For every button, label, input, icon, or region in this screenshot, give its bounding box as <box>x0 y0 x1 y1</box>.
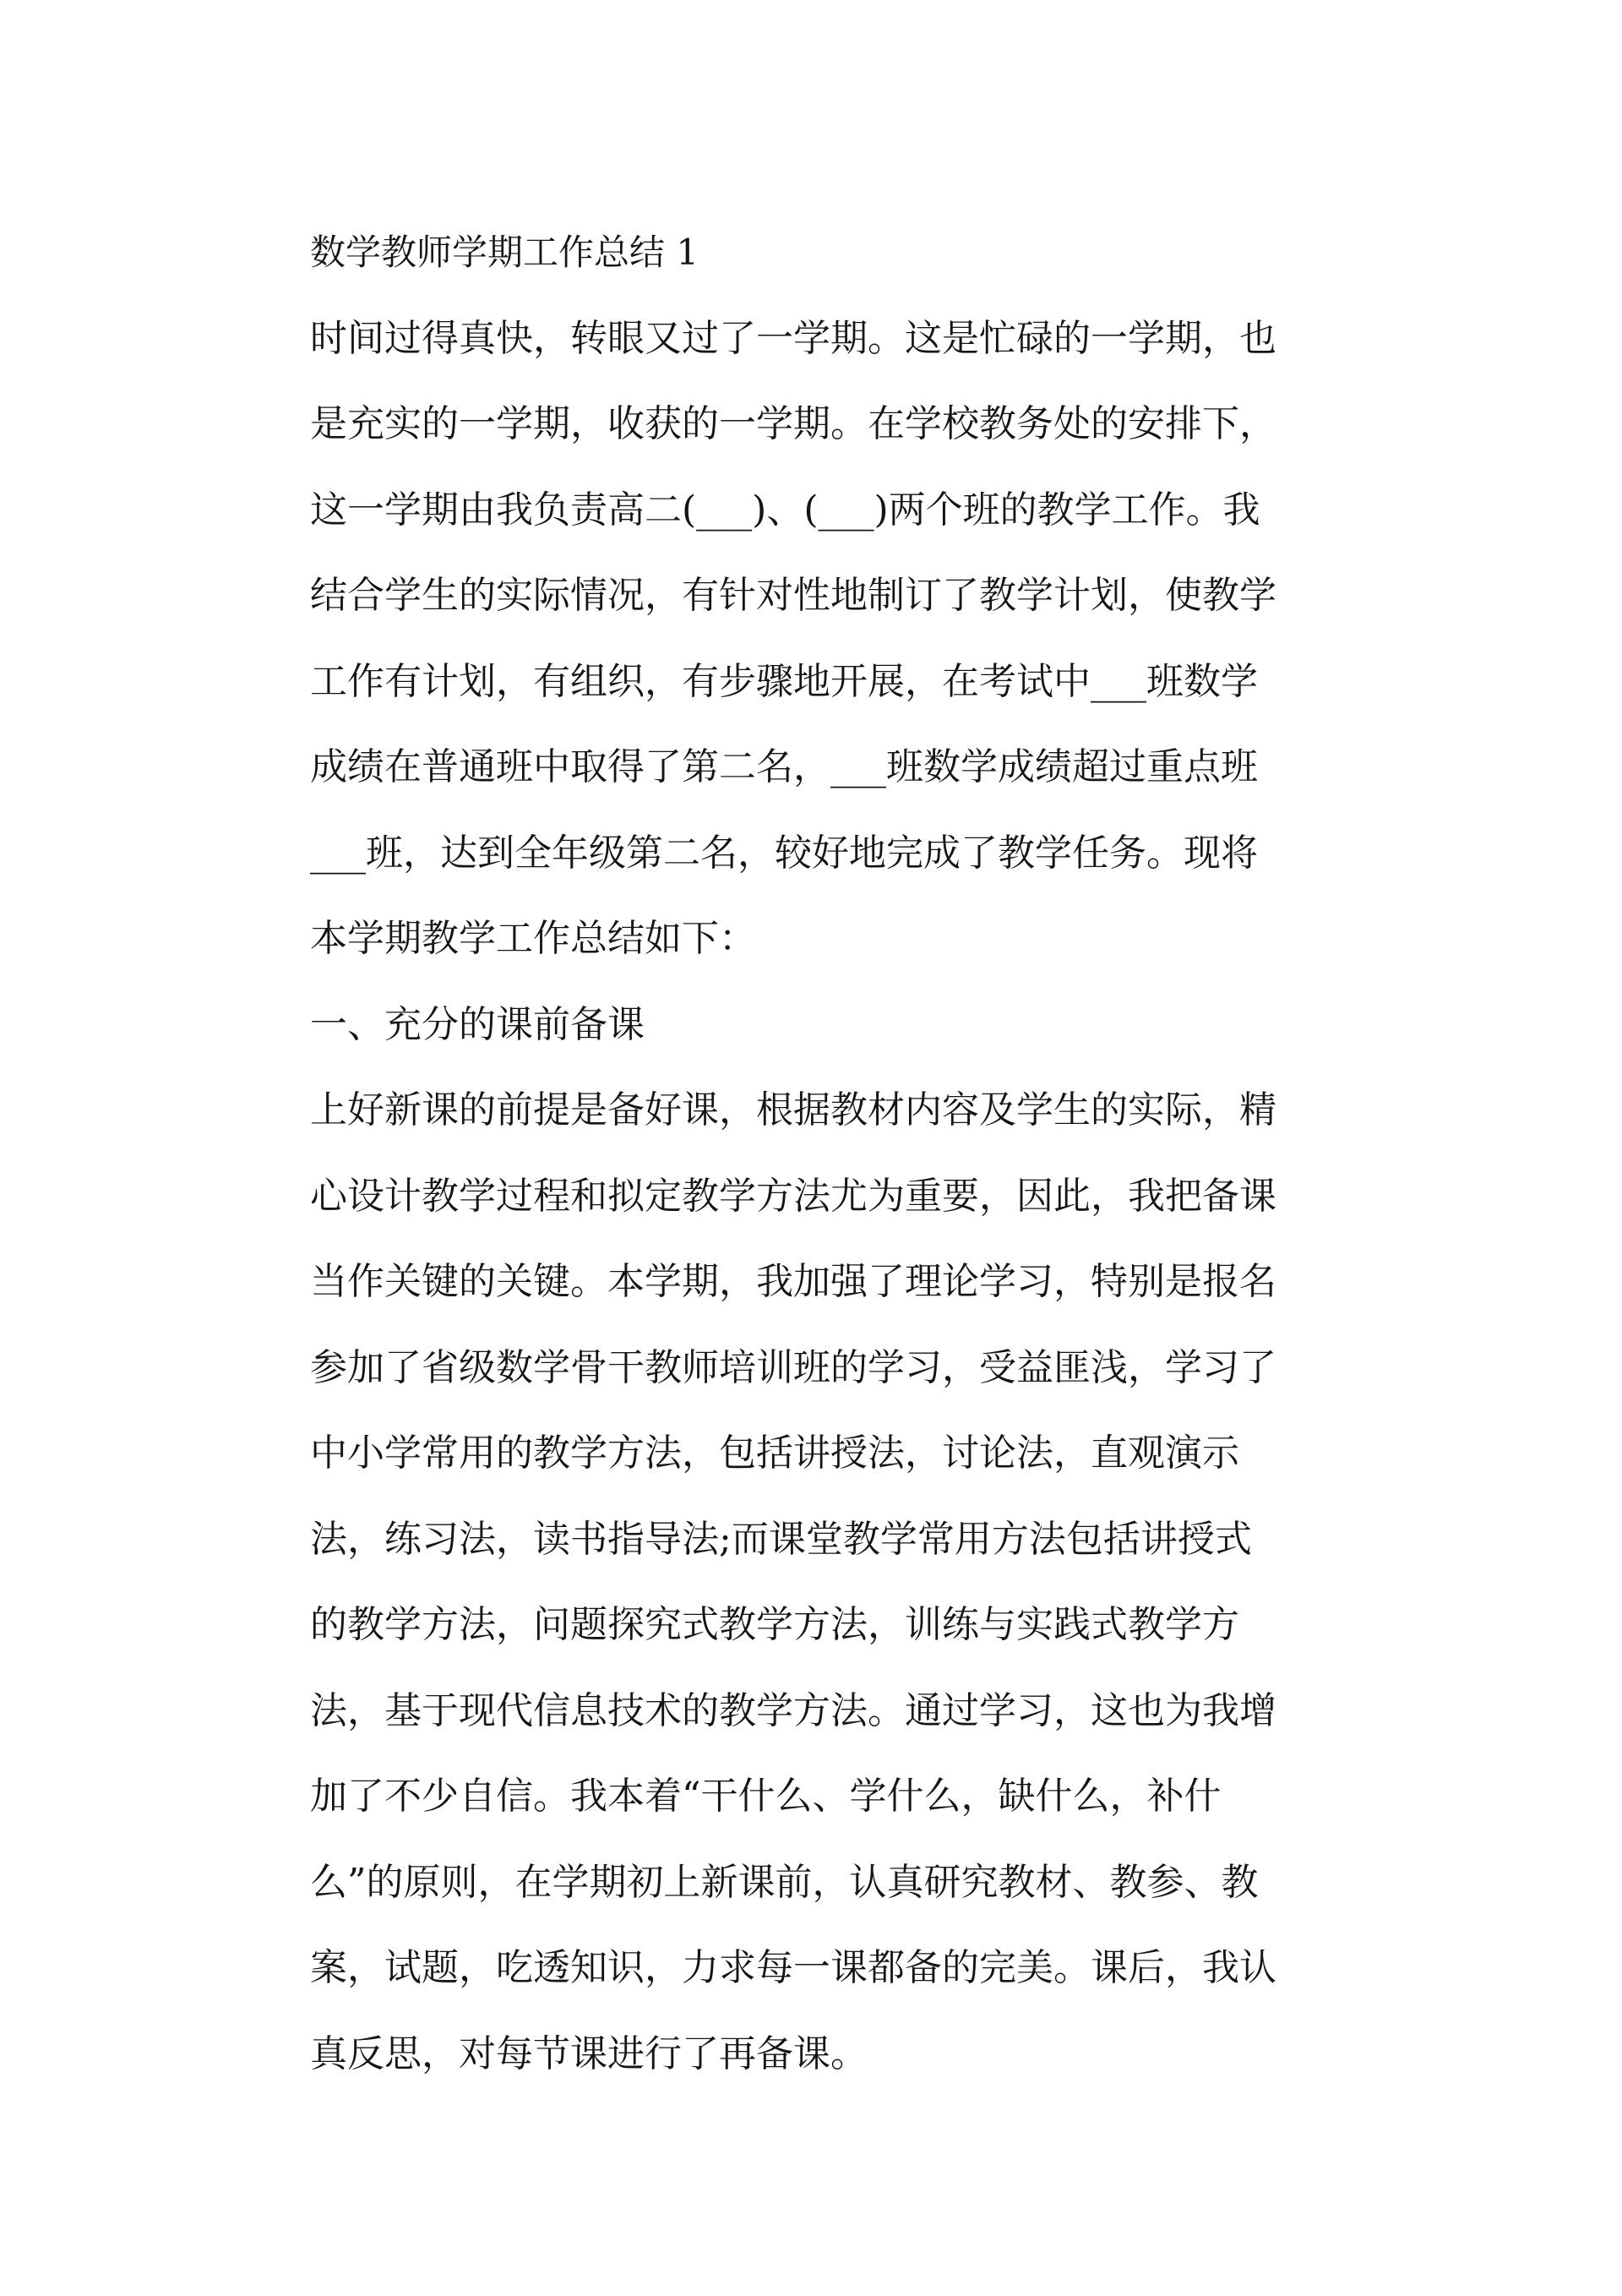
text-line: 法，基于现代信息技术的教学方法。通过学习，这也为我增 <box>310 1688 1276 1732</box>
section-paragraph <box>310 1067 1324 2097</box>
text-line: ___班，达到全年级第二名，较好地完成了教学任务。现将 <box>310 831 1258 875</box>
text-line: 心设计教学过程和拟定教学方法尤为重要，因此，我把备课 <box>310 1174 1276 1218</box>
intro-paragraph <box>310 296 1324 982</box>
text-line: 法，练习法，读书指导法;而课堂教学常用方法包括讲授式 <box>310 1517 1252 1561</box>
text-line: 上好新课的前提是备好课，根据教材内容及学生的实际，精 <box>310 1088 1276 1132</box>
text-line: 的教学方法，问题探究式教学方法，训练与实践式教学方 <box>310 1603 1239 1646</box>
text-line: 么”的原则，在学期初上新课前，认真研究教材、教参、教 <box>310 1860 1259 1904</box>
text-line: 成绩在普通班中取得了第二名，___班数学成绩超过重点班 <box>310 745 1258 788</box>
text-line: 当作关键的关键。本学期，我加强了理论学习，特别是报名 <box>310 1260 1276 1303</box>
text-line: 是充实的一学期，收获的一学期。在学校教务处的安排下， <box>310 402 1276 445</box>
document-body <box>310 210 1324 2097</box>
text-line: 结合学生的实际情况，有针对性地制订了教学计划，使教学 <box>310 574 1276 617</box>
section-heading: 一、充分的课前备课 <box>310 1002 645 1046</box>
text-line: 工作有计划，有组织，有步骤地开展，在考试中___班数学 <box>310 659 1258 703</box>
text-line: 案，试题，吃透知识，力求每一课都备的完美。课后，我认 <box>310 1946 1276 1989</box>
text-line: 时间过得真快，转眼又过了一学期。这是忙碌的一学期，也 <box>310 316 1276 360</box>
text-line: 本学期教学工作总结如下： <box>310 917 756 960</box>
text-line: 参加了省级数学骨干教师培训班的学习，受益匪浅，学习了 <box>310 1345 1276 1389</box>
text-line: 中小学常用的教学方法，包括讲授法，讨论法，直观演示 <box>310 1432 1239 1475</box>
text-line: 加了不少自信。我本着“干什么、学什么，缺什么，补什 <box>310 1775 1222 1818</box>
text-line: 这一学期由我负责高二(___)、(___)两个班的教学工作。我 <box>310 488 1260 532</box>
document-title: 数学教师学期工作总结 1 <box>310 232 699 273</box>
text-line: 真反思，对每节课进行了再备课。 <box>310 2031 868 2075</box>
